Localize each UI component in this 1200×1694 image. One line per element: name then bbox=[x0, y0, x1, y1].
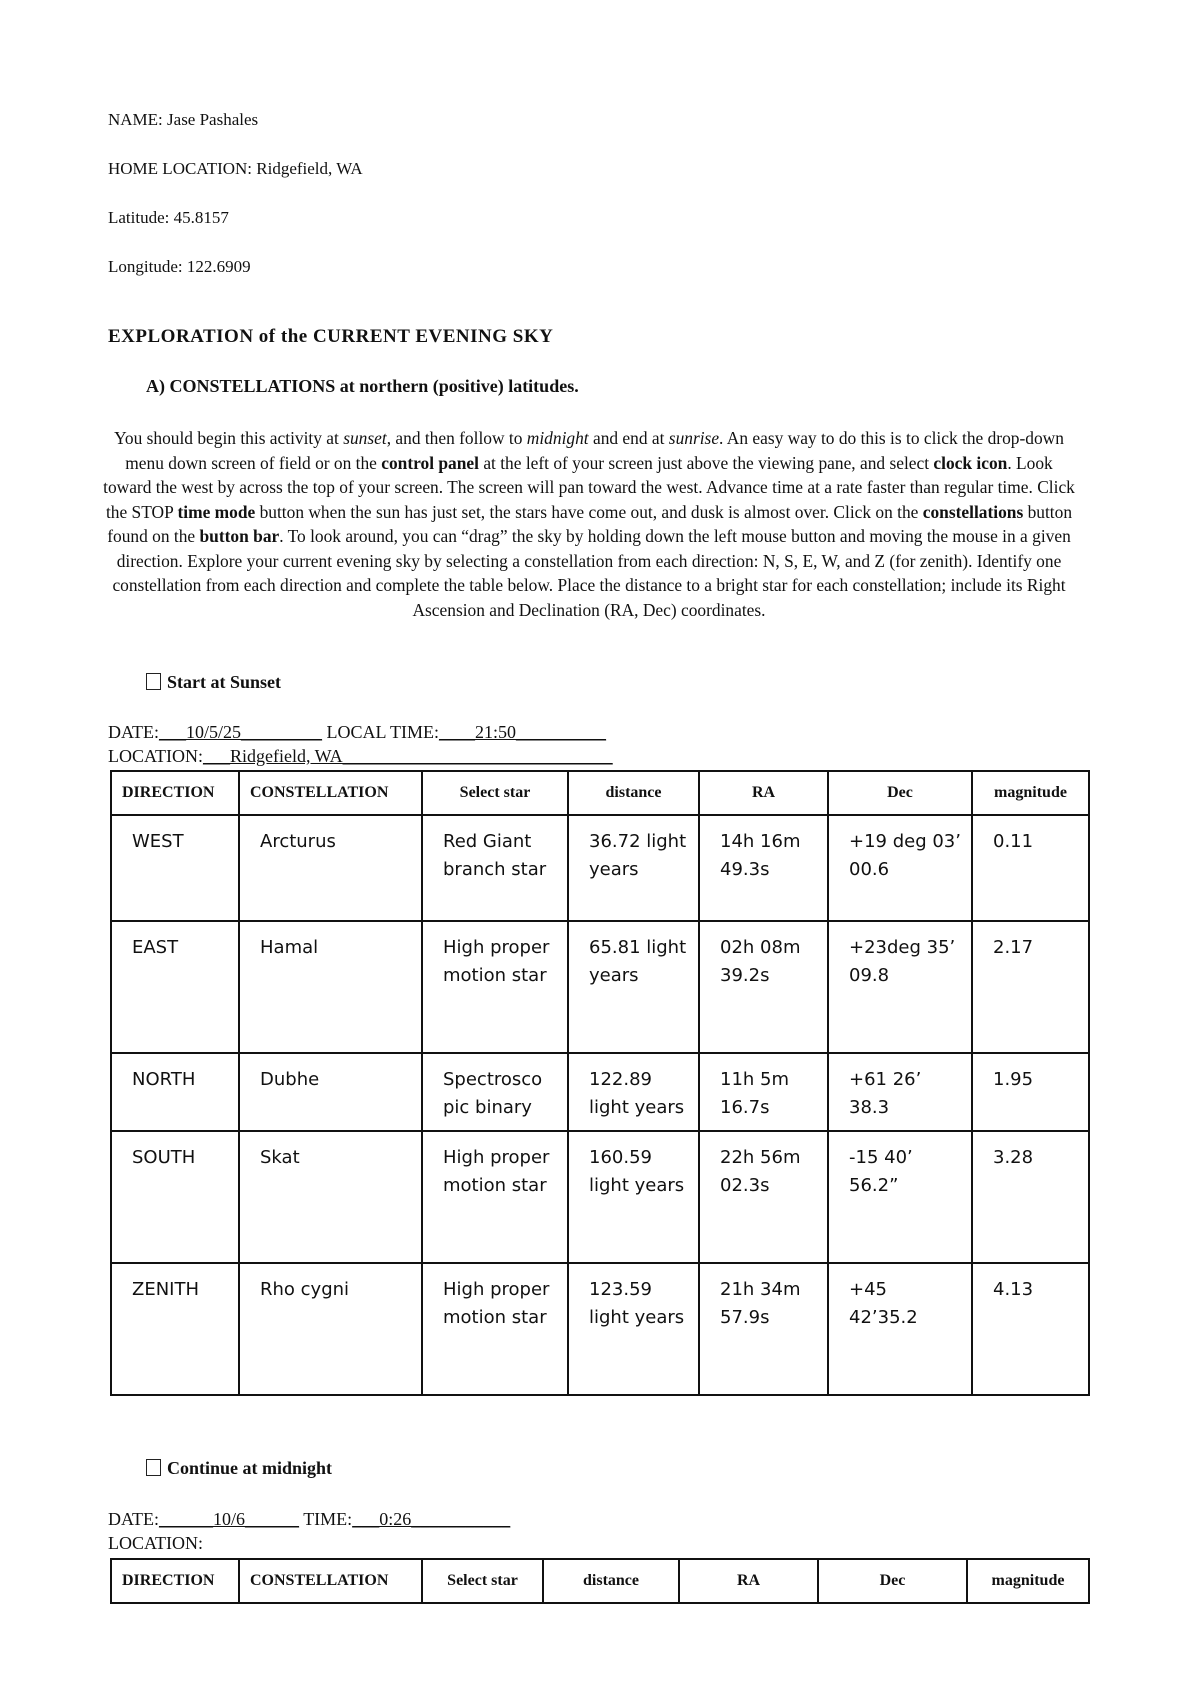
table-row bbox=[111, 1263, 1089, 1395]
latitude: Latitude: 45.8157 bbox=[108, 208, 229, 227]
section-a-heading: A) CONSTELLATIONS at northern (positive) latitudes. bbox=[146, 376, 579, 396]
cell-ra: 22h 56m 02.3s bbox=[699, 1131, 828, 1263]
cell-direction: ZENITH bbox=[111, 1263, 239, 1395]
cell-direction: SOUTH bbox=[111, 1131, 239, 1263]
midnight-table bbox=[110, 1558, 1090, 1604]
cell-ra: 14h 16m 49.3s bbox=[699, 815, 828, 921]
midnight-heading: Continue at midnight bbox=[146, 1458, 332, 1479]
cell-magnitude: 1.95 bbox=[972, 1053, 1089, 1131]
cell-magnitude: 0.11 bbox=[972, 815, 1089, 921]
column-header: distance bbox=[568, 771, 699, 815]
cell-magnitude: 3.28 bbox=[972, 1131, 1089, 1263]
column-header: Dec bbox=[818, 1559, 967, 1603]
column-header: Select star bbox=[422, 771, 568, 815]
home-location: HOME LOCATION: Ridgefield, WA bbox=[108, 159, 363, 178]
column-header: RA bbox=[699, 771, 828, 815]
sunset-table bbox=[110, 770, 1090, 1396]
cell-direction: WEST bbox=[111, 815, 239, 921]
midnight-date-time-line: DATE:______10/6______ TIME:___0:26___________ bbox=[108, 1509, 511, 1529]
column-header: DIRECTION bbox=[111, 771, 239, 815]
cell-constellation: Dubhe bbox=[239, 1053, 422, 1131]
cell-dec: +45 42’35.2 bbox=[828, 1263, 972, 1395]
cell-direction: NORTH bbox=[111, 1053, 239, 1131]
cell-distance: 65.81 light years bbox=[568, 921, 699, 1053]
midnight-location-line: LOCATION: bbox=[108, 1533, 203, 1553]
cell-star: High proper motion star bbox=[422, 921, 568, 1053]
cell-star: Spectrosco pic binary bbox=[422, 1053, 568, 1131]
table-header-row bbox=[111, 1559, 1089, 1603]
cell-star: Red Giant branch star bbox=[422, 815, 568, 921]
sunset-heading: Start at Sunset bbox=[146, 672, 281, 693]
column-header: RA bbox=[679, 1559, 818, 1603]
cell-constellation: Skat bbox=[239, 1131, 422, 1263]
cell-ra: 11h 5m 16.7s bbox=[699, 1053, 828, 1131]
table-row bbox=[111, 1131, 1089, 1263]
column-header: magnitude bbox=[972, 771, 1089, 815]
column-header: Select star bbox=[422, 1559, 543, 1603]
cell-distance: 36.72 light years bbox=[568, 815, 699, 921]
cell-dec: +23deg 35’ 09.8 bbox=[828, 921, 972, 1053]
column-header: magnitude bbox=[967, 1559, 1089, 1603]
instructions-paragraph: You should begin this activity at sunset, and then follow to midnight and end at sunrise. An easy way to do this is to click the drop-down menu down screen of field or on the control panel at the left of your screen just above the viewing pane, and select clock icon. Look toward the west by across the top of your screen. The screen will pan toward the west. Advance time at a rate faster than regular time. Click the STOP time mode button when the sun has just set, the stars have come out, and dusk is almost over. Click on the constellations button found on the button bar. To look around, you can “drag” the sky by holding down the left mouse button and moving the mouse in a given direction. Explore your current evening sky by selecting a constellation from each direction: N, S, E, W, and Z (for zenith). Identify one constellation from each direction and complete the table below. Place the distance to a bright star for each constellation; include its Right Ascension and Declination (RA, Dec) coordinates. bbox=[103, 428, 1075, 620]
cell-magnitude: 4.13 bbox=[972, 1263, 1089, 1395]
cell-distance: 123.59 light years bbox=[568, 1263, 699, 1395]
cell-dec: -15 40’ 56.2” bbox=[828, 1131, 972, 1263]
cell-direction: EAST bbox=[111, 921, 239, 1053]
cell-magnitude: 2.17 bbox=[972, 921, 1089, 1053]
longitude: Longitude: 122.6909 bbox=[108, 257, 251, 276]
sunset-location-line: LOCATION:___Ridgefield, WA______________________________ bbox=[108, 746, 613, 766]
cell-ra: 02h 08m 39.2s bbox=[699, 921, 828, 1053]
sunset-date-time-line: DATE:___10/5/25_________ LOCAL TIME:____21:50__________ bbox=[108, 722, 607, 742]
column-header: CONSTELLATION bbox=[239, 1559, 422, 1603]
table-header-row bbox=[111, 771, 1089, 815]
cell-star: High proper motion star bbox=[422, 1263, 568, 1395]
column-header: Dec bbox=[828, 771, 972, 815]
student-name: NAME: Jase Pashales bbox=[108, 110, 259, 129]
column-header: distance bbox=[543, 1559, 679, 1603]
checkbox-icon bbox=[146, 673, 161, 690]
cell-constellation: Arcturus bbox=[239, 815, 422, 921]
cell-ra: 21h 34m 57.9s bbox=[699, 1263, 828, 1395]
cell-constellation: Rho cygni bbox=[239, 1263, 422, 1395]
cell-star: High proper motion star bbox=[422, 1131, 568, 1263]
cell-constellation: Hamal bbox=[239, 921, 422, 1053]
column-header: CONSTELLATION bbox=[239, 771, 422, 815]
table-row bbox=[111, 815, 1089, 921]
table-row bbox=[111, 1053, 1089, 1131]
page-title: EXPLORATION of the CURRENT EVENING SKY bbox=[108, 326, 554, 347]
table-row bbox=[111, 921, 1089, 1053]
column-header: DIRECTION bbox=[111, 1559, 239, 1603]
checkbox-icon bbox=[146, 1459, 161, 1476]
cell-dec: +19 deg 03’ 00.6 bbox=[828, 815, 972, 921]
cell-dec: +61 26’ 38.3 bbox=[828, 1053, 972, 1131]
cell-distance: 122.89 light years bbox=[568, 1053, 699, 1131]
cell-distance: 160.59 light years bbox=[568, 1131, 699, 1263]
